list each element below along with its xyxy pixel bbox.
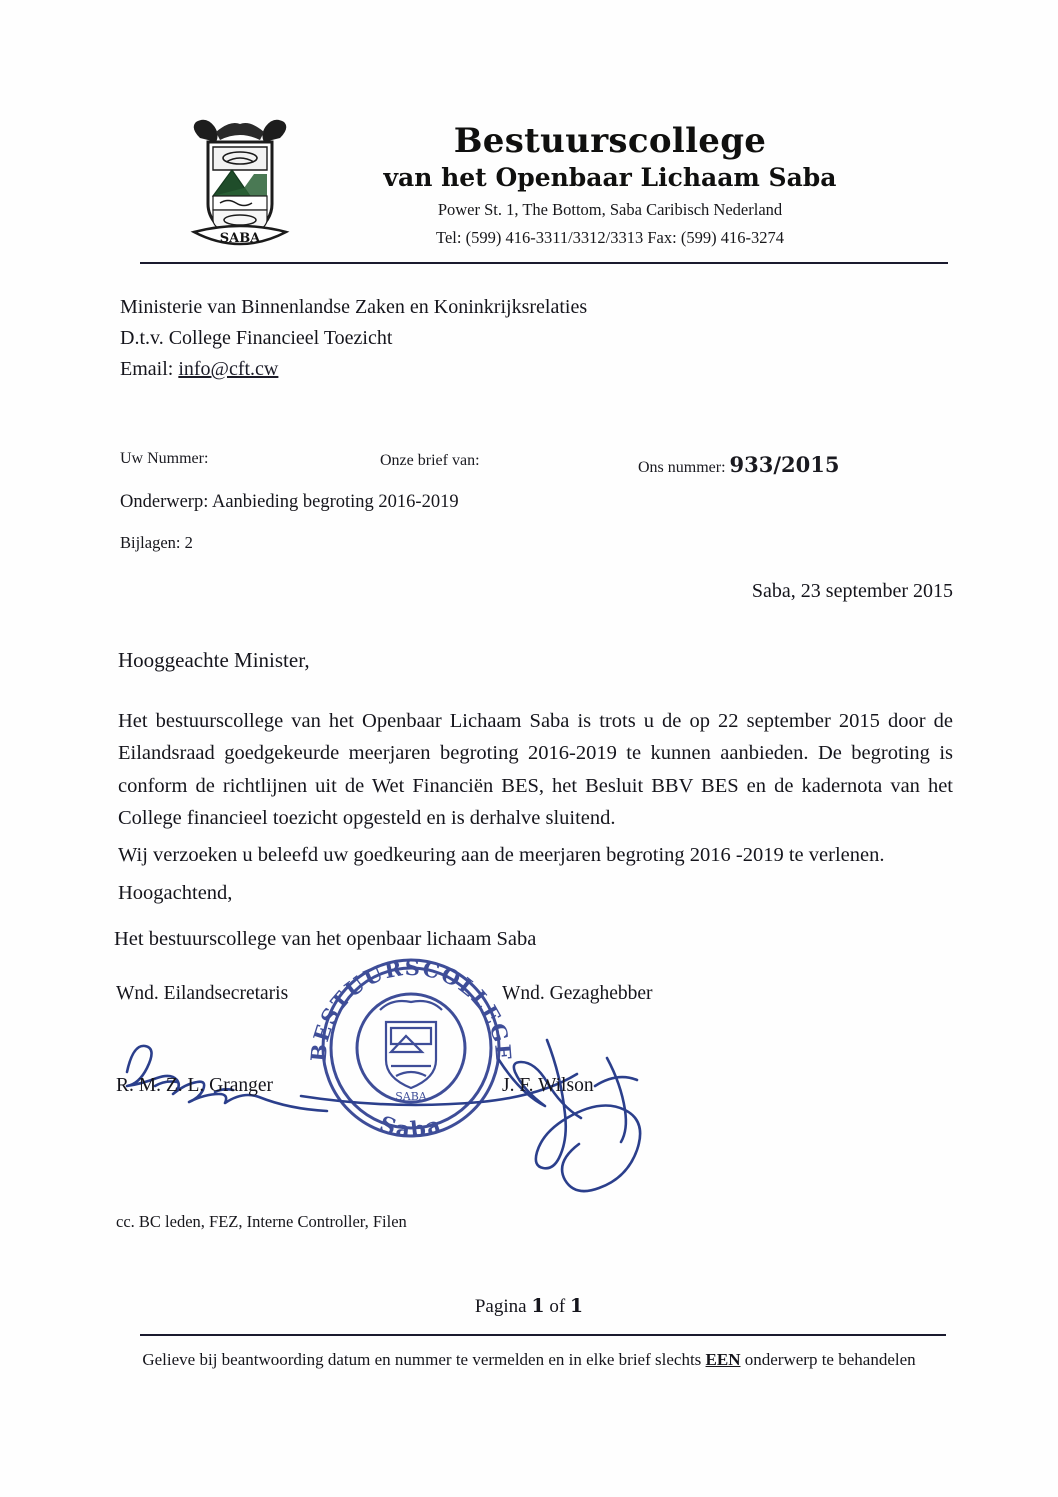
organization-heading <box>300 121 920 249</box>
stamp-inner-text: SABA <box>395 1090 427 1103</box>
header-divider <box>140 262 948 264</box>
page-current: 1 <box>531 1295 545 1317</box>
subject-line: Onderwerp: Aanbieding begroting 2016-2019 <box>120 492 459 512</box>
org-address: Power St. 1, The Bottom, Saba Caribisch Nederland <box>437 199 783 219</box>
signatory-right-name: J. F. Wilson <box>502 1075 594 1096</box>
addressee-line-1: Ministerie van Binnenlandse Zaken en Koninkrijksrelaties <box>120 296 588 318</box>
page-indicator <box>0 1295 1058 1318</box>
org-subtitle: van het Openbaar Lichaam Saba <box>383 162 837 192</box>
signatory-left-name: R. M. Z. L. Granger <box>116 1075 274 1096</box>
official-round-stamp <box>296 948 526 1153</box>
cc-line: cc. BC leden, FEZ, Interne Controller, Filen <box>116 1212 407 1231</box>
addressee-email-row <box>120 354 587 385</box>
salutation: Hooggeachte Minister, <box>118 648 310 672</box>
footer-note-before: Gelieve bij beantwoording datum en nummer te vermelden en in elke brief slechts <box>142 1350 706 1369</box>
stamp-bottom-text: Saba <box>376 1111 446 1144</box>
ons-nummer-field <box>638 452 840 477</box>
footer-note-after: onderwerp te behandelen <box>740 1350 916 1369</box>
body-paragraph-2: Wij verzoeken u beleefd uw goedkeuring aan de meerjaren begroting 2016 -2019 te verlenen. <box>118 844 885 866</box>
reference-line <box>120 448 948 477</box>
footer-divider <box>140 1334 946 1336</box>
ons-nummer-label: Ons nummer: <box>638 459 726 476</box>
footer-note <box>0 1350 1058 1370</box>
crest-caption: SABA <box>219 231 261 246</box>
signatory-right-title: Wnd. Gezaghebber <box>502 983 653 1004</box>
handwritten-signatures <box>95 1000 735 1220</box>
stamp-top-text: BESTUURSCOLLEGE <box>305 954 517 1063</box>
addressee-line-2: D.t.v. College Financieel Toezicht <box>120 327 393 349</box>
closing-organization: Het bestuurscollege van het openbaar lichaam Saba <box>114 928 537 950</box>
page-prefix: Pagina <box>474 1296 532 1317</box>
ons-nummer-value: 933/2015 <box>729 452 840 477</box>
body-paragraph-1: Het bestuurscollege van het Openbaar Lichaam Saba is trots u de op 22 september 2015 door de Eilandsraad goedgekeurde meerjaren begroting 2016-2019 te kunnen aanbieden. De begroting is conform de richtlijnen uit de Wet Financiën BES, het Besluit BBV BES en de kadernota van het College financieel toezicht opgesteld en is derhalve sluitend. <box>118 710 953 830</box>
email-link[interactable]: info@cft.cw <box>178 358 279 380</box>
footer-note-emphasis: EEN <box>705 1350 741 1369</box>
email-label: Email: <box>120 358 174 380</box>
signatory-left-title: Wnd. Eilandsecretaris <box>116 983 289 1004</box>
addressee-block <box>120 292 587 385</box>
closing-phrase: Hoogachtend, <box>118 882 233 904</box>
page-total: 1 <box>569 1295 584 1317</box>
attachments-line: Bijlagen: 2 <box>120 533 193 552</box>
org-title: Bestuurscollege <box>453 121 767 161</box>
onze-brief-label: Onze brief van: <box>380 452 480 469</box>
uw-nummer-label: Uw Nummer: <box>120 450 209 467</box>
coat-of-arms-crest <box>180 108 300 258</box>
place-and-date: Saba, 23 september 2015 <box>751 580 953 602</box>
page-middle: of <box>544 1296 570 1317</box>
org-phone: Tel: (599) 416-3311/3312/3313 Fax: (599) 416-3274 <box>436 227 784 247</box>
letterhead <box>0 100 1058 265</box>
